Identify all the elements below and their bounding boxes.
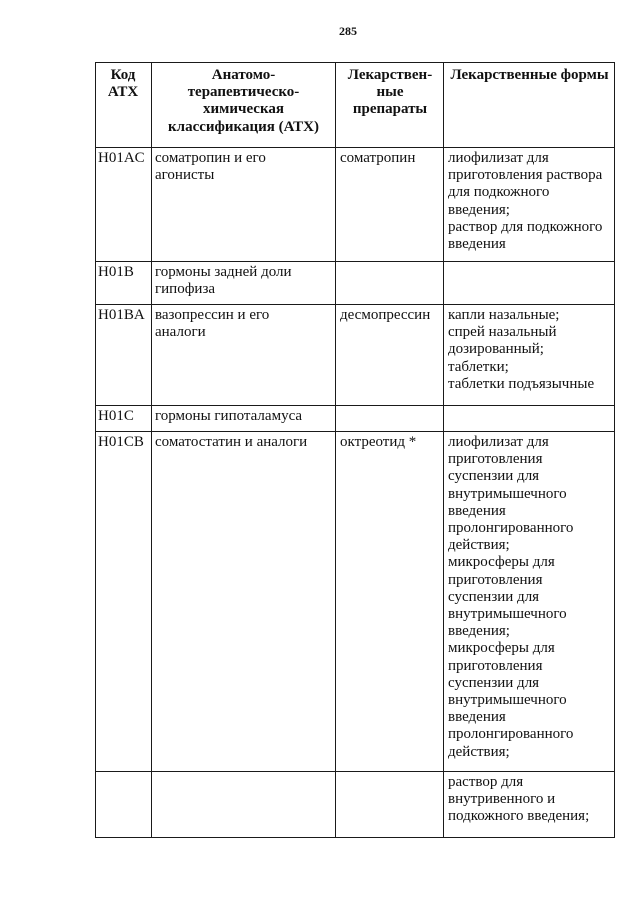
page-number: 285 — [339, 24, 357, 38]
form-line: лиофилизат для — [448, 150, 549, 166]
table-row — [96, 148, 615, 262]
form-line: внутримышечного — [448, 485, 567, 502]
table-row — [96, 305, 615, 406]
form-line: таблетки; — [448, 358, 509, 375]
form-line: суспензии для — [448, 588, 540, 605]
table-row — [96, 262, 615, 305]
header-forms-line: Лекарственные формы — [450, 67, 609, 83]
drug-cell — [336, 432, 444, 772]
classification-line: гормоны гипоталамуса — [155, 408, 303, 424]
forms-cell — [444, 772, 615, 838]
code-cell: H01CB — [96, 432, 152, 772]
form-line: действия; — [448, 537, 510, 554]
header-drugs-line: Лекарствен- — [347, 67, 433, 83]
form-line: внутримышечного — [448, 692, 567, 709]
header-forms — [444, 63, 615, 148]
form-line: подкожного введения; — [448, 808, 590, 825]
form-line: введения — [448, 236, 506, 253]
header-drugs-line: ные — [376, 84, 404, 101]
form-line: пролонгированного — [448, 726, 574, 743]
code-cell: H01B — [96, 262, 152, 305]
classification-cell — [152, 432, 336, 772]
form-line: введения — [448, 709, 506, 726]
form-line: действия; — [448, 743, 510, 760]
header-drugs — [336, 63, 444, 148]
forms-cell — [444, 305, 615, 406]
forms-cell — [444, 148, 615, 262]
header-classification-line: Анатомо- — [211, 67, 276, 83]
table-row — [96, 432, 615, 772]
header-classification-line: химическая — [203, 101, 284, 118]
drug-line: соматропин — [340, 150, 416, 166]
form-line: введения; — [448, 623, 510, 640]
classification-line: гормоны задней доли — [155, 264, 292, 280]
forms-cell — [444, 406, 615, 432]
drug-line: десмопрессин — [340, 307, 431, 323]
table-row — [96, 772, 615, 838]
form-line: спрей назальный — [448, 324, 557, 341]
form-line: введения; — [448, 201, 510, 218]
drug-cell — [336, 305, 444, 406]
classification-line: агонисты — [155, 167, 215, 184]
form-line: суспензии для — [448, 468, 540, 485]
code-cell: H01BA — [96, 305, 152, 406]
form-line: таблетки подъязычные — [448, 375, 595, 392]
form-line: дозированный; — [448, 341, 544, 358]
form-line: лиофилизат для — [448, 434, 549, 450]
classification-line: аналоги — [155, 324, 206, 341]
classification-cell — [152, 305, 336, 406]
form-line: приготовления раствора — [448, 167, 603, 184]
code-cell: H01AC — [96, 148, 152, 262]
form-line: приготовления — [448, 451, 543, 468]
table-row — [96, 406, 615, 432]
classification-cell — [152, 406, 336, 432]
form-line: внутривенного и — [448, 791, 556, 808]
form-line: микросферы для — [448, 640, 555, 657]
classification-cell — [152, 148, 336, 262]
form-line: капли назальные; — [448, 307, 560, 323]
header-classification-line: классификация (АТХ) — [168, 118, 319, 135]
classification-line: соматостатин и аналоги — [155, 434, 308, 450]
classification-cell — [152, 262, 336, 305]
drug-line: октреотид * — [340, 434, 417, 450]
header-code-line: АТХ — [107, 84, 139, 101]
form-line: раствор для — [448, 774, 524, 790]
header-drugs-line: препараты — [352, 101, 428, 118]
form-line: для подкожного — [448, 184, 550, 201]
form-line: раствор для подкожного — [448, 218, 603, 235]
form-line: суспензии для — [448, 674, 540, 691]
header-code-line: Код — [110, 67, 136, 83]
classification-line: гипофиза — [155, 281, 216, 298]
classification-line: соматропин и его — [155, 150, 266, 166]
form-line: внутримышечного — [448, 606, 567, 623]
table-header-row — [96, 63, 615, 148]
header-code — [96, 63, 152, 148]
drug-cell — [336, 262, 444, 305]
form-line: приготовления — [448, 571, 543, 588]
classification-line: вазопрессин и его — [155, 307, 270, 323]
drug-cell — [336, 148, 444, 262]
forms-cell — [444, 262, 615, 305]
drug-cell — [336, 772, 444, 838]
code-cell: H01C — [96, 406, 152, 432]
form-line: введения — [448, 502, 506, 519]
atc-drug-table — [95, 62, 615, 838]
code-cell — [96, 772, 152, 838]
classification-cell — [152, 772, 336, 838]
forms-cell — [444, 432, 615, 772]
drug-cell — [336, 406, 444, 432]
header-classification — [152, 63, 336, 148]
header-classification-line: терапевтическо- — [187, 84, 300, 101]
form-line: микросферы для — [448, 554, 555, 571]
form-line: пролонгированного — [448, 520, 574, 537]
form-line: приготовления — [448, 657, 543, 674]
